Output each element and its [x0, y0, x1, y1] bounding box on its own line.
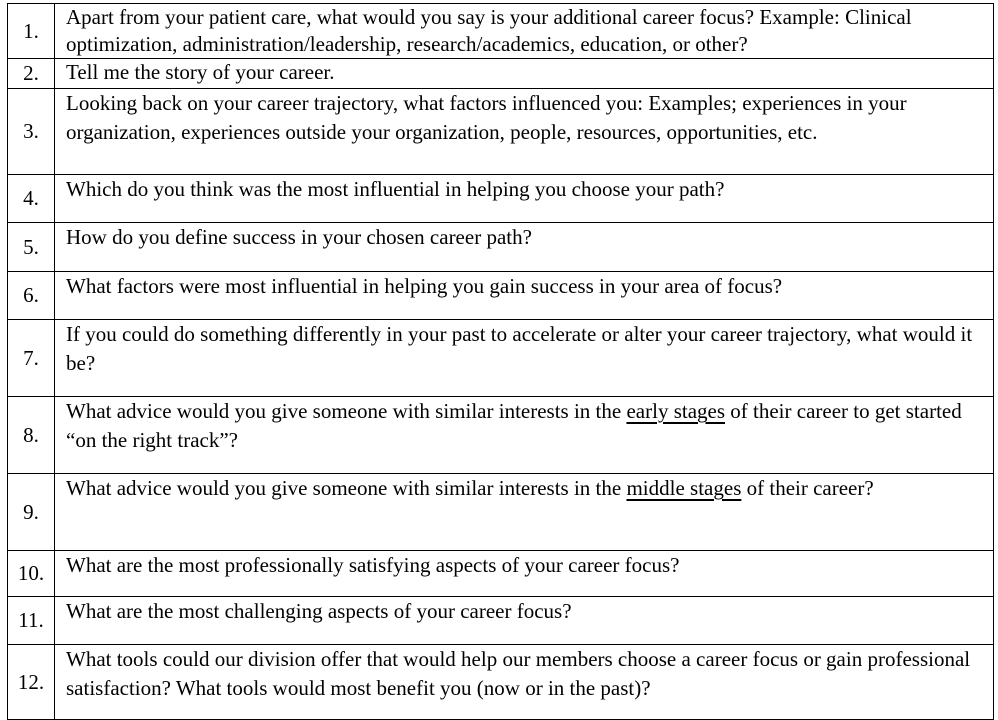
- table-row: [8, 645, 994, 720]
- question-number: 9.: [8, 474, 55, 551]
- question-number: 4.: [8, 175, 55, 223]
- table-row: [8, 551, 994, 597]
- question-text: What are the most challenging aspects of your career focus?: [55, 597, 994, 645]
- question-text: What factors were most influential in helping you gain success in your area of focus?: [55, 272, 994, 320]
- question-number: 3.: [8, 89, 55, 175]
- table-row: [8, 474, 994, 551]
- question-number: 11.: [8, 597, 55, 645]
- question-text-end: of their career?: [741, 476, 874, 500]
- question-text: Apart from your patient care, what would you say is your additional career focus? Example: Clinical optimization, administration/leadership, research/academics, education, or other?: [55, 4, 994, 59]
- question-number: 10.: [8, 551, 55, 597]
- table-row: [8, 597, 994, 645]
- table-row: [8, 59, 994, 89]
- question-number: 8.: [8, 397, 55, 474]
- question-text: If you could do something differently in your past to accelerate or alter your career trajectory, what would it be?: [55, 320, 994, 397]
- table-row: [8, 320, 994, 397]
- question-number: 12.: [8, 645, 55, 720]
- table-row: [8, 272, 994, 320]
- question-number: 7.: [8, 320, 55, 397]
- question-text: [55, 474, 994, 551]
- table-row: [8, 4, 994, 59]
- question-text-end: of their career to get started “on the right track”?: [66, 399, 962, 452]
- question-text: Which do you think was the most influential in helping you choose your path?: [55, 175, 994, 223]
- emphasis-middle-stages: middle stages: [626, 476, 742, 500]
- table-row: [8, 89, 994, 175]
- question-number: 2.: [8, 59, 55, 89]
- question-text: What are the most professionally satisfying aspects of your career focus?: [55, 551, 994, 597]
- table-row: [8, 397, 994, 474]
- table-row: [8, 175, 994, 223]
- question-number: 1.: [8, 4, 55, 59]
- emphasis-early-stages: early stages: [626, 399, 726, 423]
- question-text: How do you define success in your chosen career path?: [55, 223, 994, 272]
- question-text: [55, 397, 994, 474]
- question-text: Looking back on your career trajectory, what factors influenced you: Examples; experiences in your organization, experiences outside your organization, people, resources, opportunities, etc.: [55, 89, 994, 175]
- interview-questions-table: [7, 3, 994, 720]
- question-text-start: What advice would you give someone with similar interests in the: [66, 476, 627, 500]
- question-text: What tools could our division offer that would help our members choose a career focus or gain professional satisfaction? What tools would most benefit you (now or in the past)?: [55, 645, 994, 720]
- question-number: 5.: [8, 223, 55, 272]
- question-text: Tell me the story of your career.: [55, 59, 994, 89]
- question-text-start: What advice would you give someone with similar interests in the: [66, 399, 627, 423]
- question-number: 6.: [8, 272, 55, 320]
- table-row: [8, 223, 994, 272]
